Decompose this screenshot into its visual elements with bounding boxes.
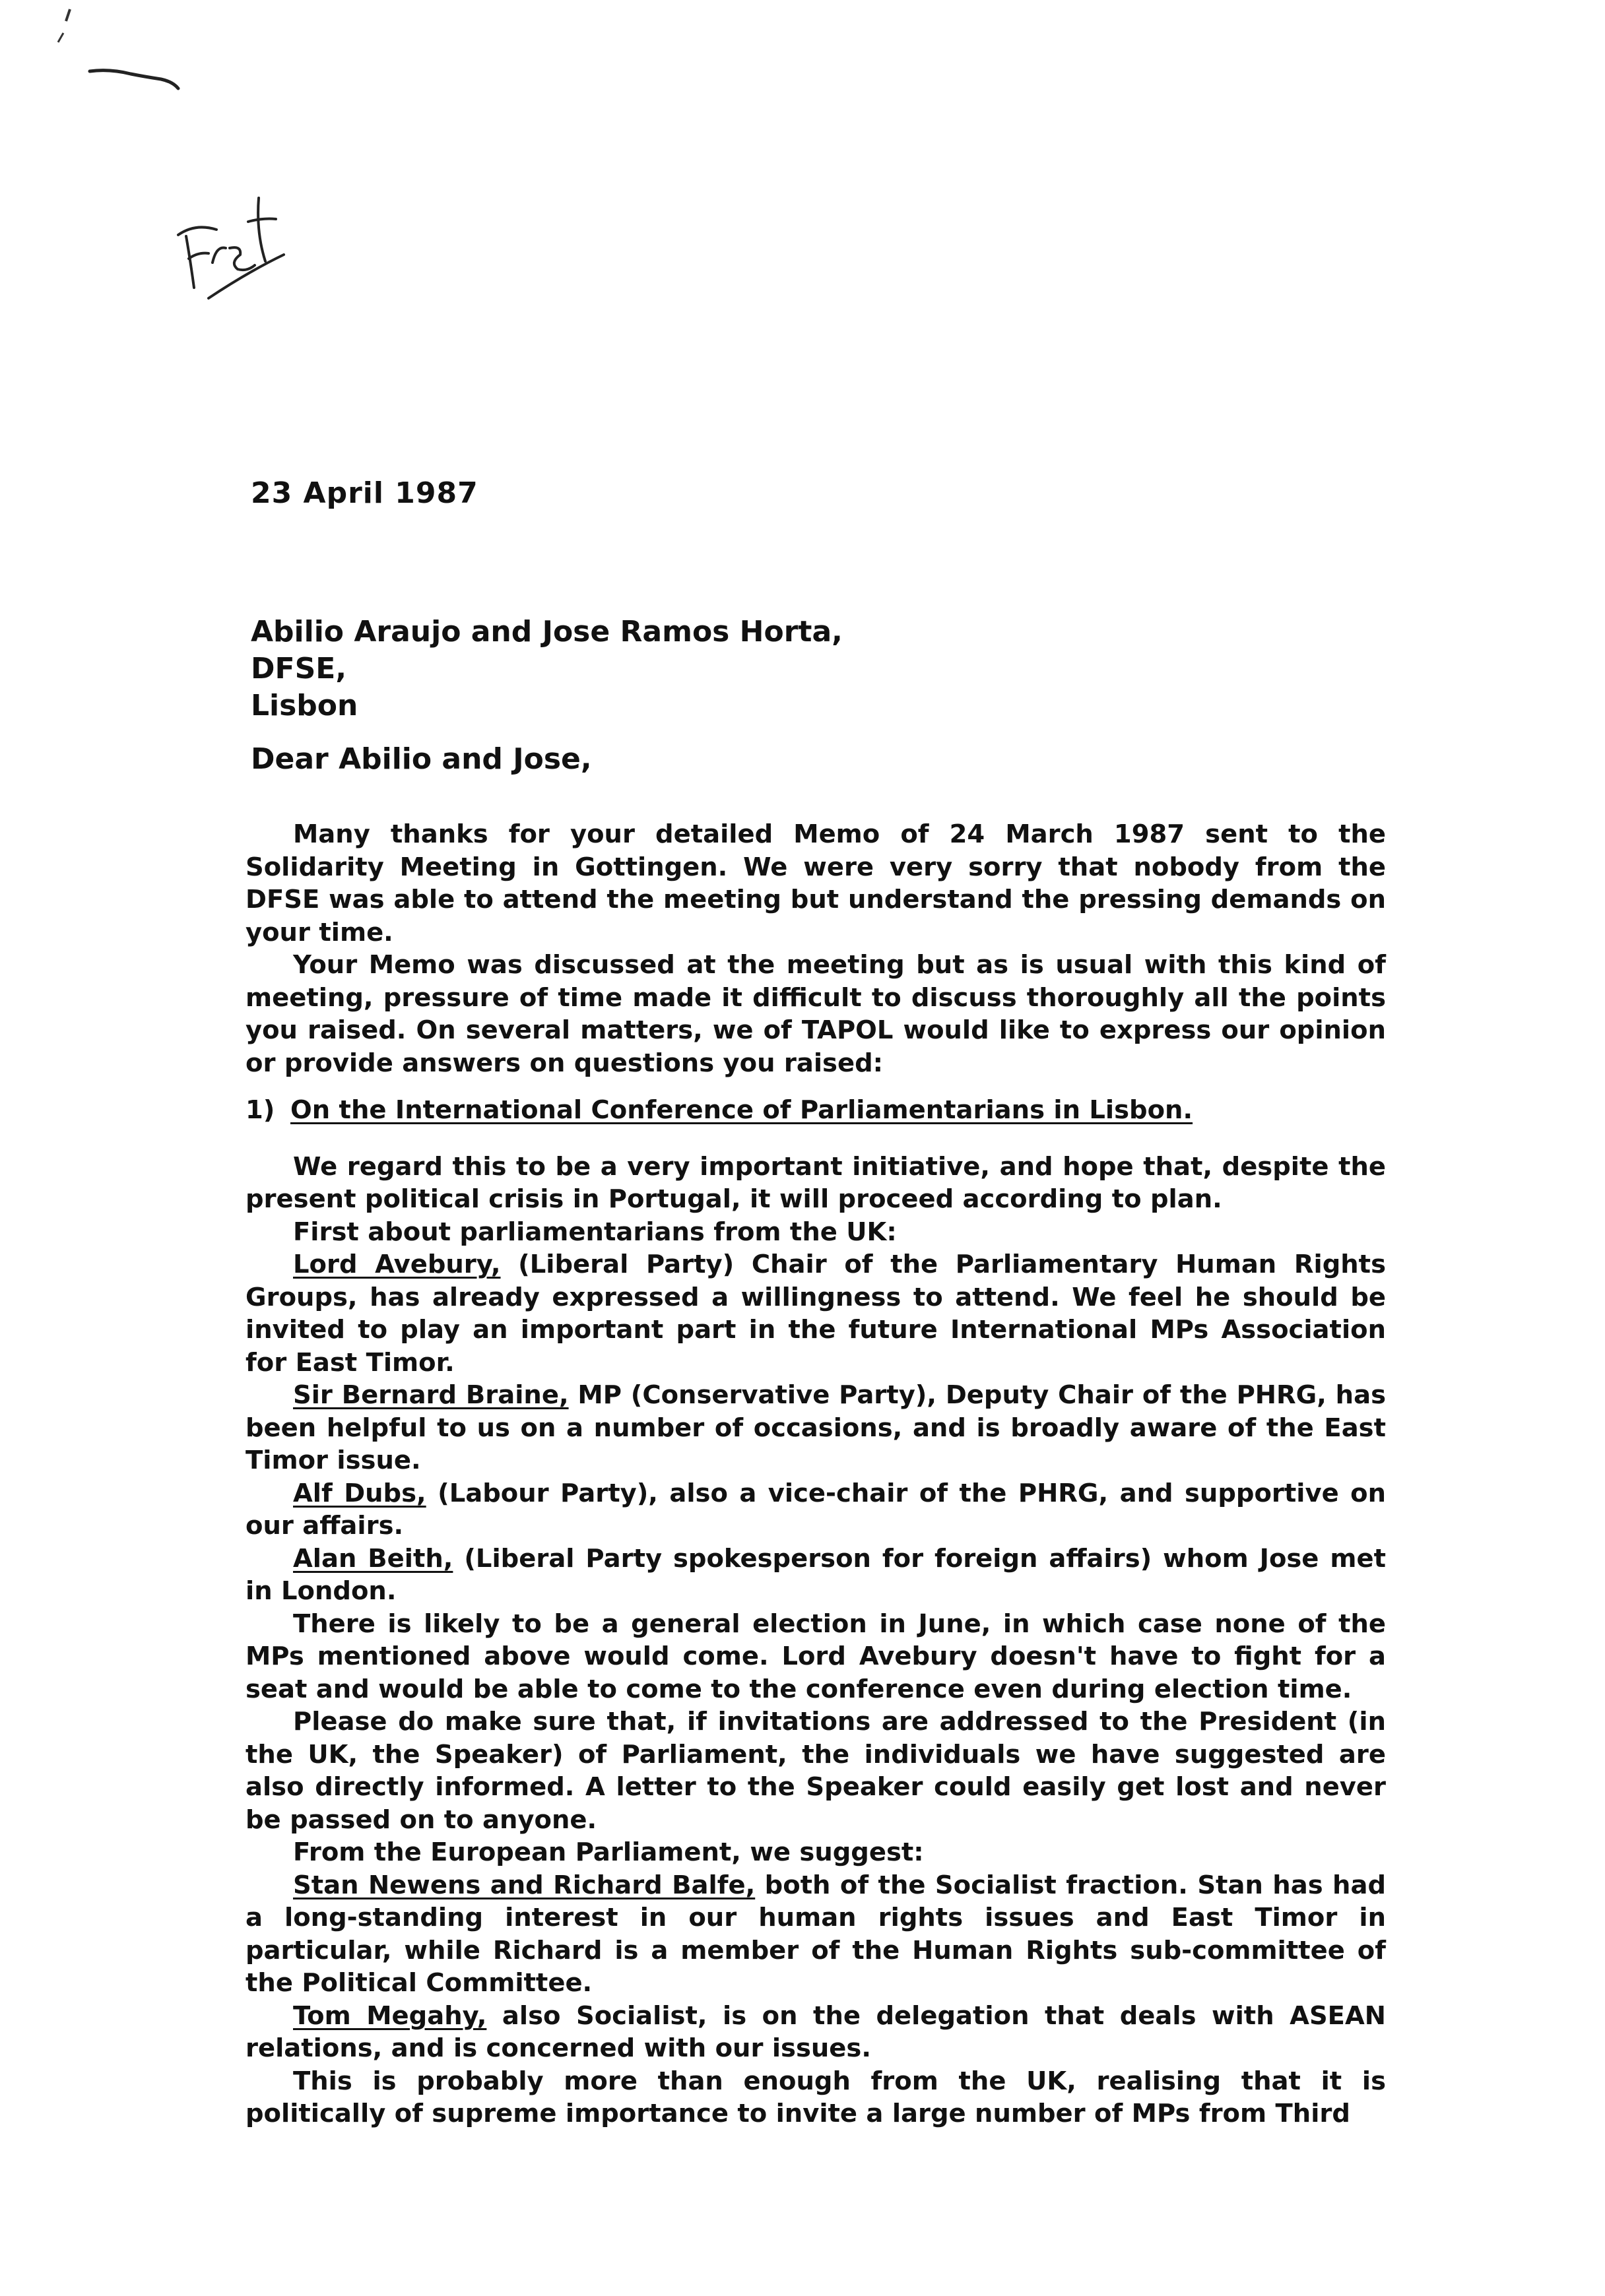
invitations-paragraph: Please do make sure that, if invitations are addressed to the President (in the UK, the Speaker) of Parliament, the individuals we have suggested are also directly informed. A letter to the Speaker could easily get lost and never be passed on to anyone. (246, 1707, 1386, 1835)
uk-intro-paragraph: First about parliamentarians from the UK: (293, 1217, 897, 1247)
recipient-organization: DFSE, (251, 652, 347, 686)
initiative-paragraph: We regard this to be a very important initiative, and hope that, despite the present political crisis in Portugal, it will proceed according to plan. (246, 1151, 1386, 1214)
beith-text: (Liberal Party spokesperson for foreign affairs) whom Jose met in London. (246, 1543, 1386, 1606)
recipient-names: Abilio Araujo and Jose Ramos Horta, (251, 615, 843, 649)
letter-date: 23 April 1987 (251, 476, 478, 510)
european-parliament-paragraph: From the European Parliament, we suggest: (293, 1837, 924, 1867)
megahy-text: also Socialist, is on the delegation that deals with ASEAN relations, and is concerned with our issues. (246, 2000, 1386, 2063)
salutation: Dear Abilio and Jose, (251, 742, 592, 776)
closing-paragraph: This is probably more than enough from the UK, realising that it is politically of supreme importance to invite a large number of MPs from Third (246, 2066, 1386, 2128)
braine-name: Sir Bernard Braine, (293, 1380, 569, 1410)
recipient-city: Lisbon (251, 689, 358, 722)
dubs-paragraph (246, 1477, 1386, 1543)
newens-balfe-names: Stan Newens and Richard Balfe, (293, 1870, 756, 1900)
section-number: 1) (246, 1095, 275, 1125)
letter-body (246, 818, 1386, 2130)
avebury-text: (Liberal Party) Chair of the Parliamentary Human Rights Groups, has already expressed a willingness to attend. We feel he should be invited to play an important part in the future International MPs Association for East Timor. (246, 1250, 1386, 1378)
newens-balfe-paragraph (246, 1869, 1386, 2000)
section-heading (246, 1094, 1386, 1127)
election-paragraph: There is likely to be a general election in June, in which case none of the MPs mentioned above would come. Lord Avebury doesn't have to fight for a seat and would be able to come to the conference even during election time. (246, 1609, 1386, 1704)
handwritten-annotation (178, 198, 284, 298)
section-title: On the International Conference of Parliamentarians in Lisbon. (290, 1095, 1193, 1125)
meeting-paragraph: Your Memo was discussed at the meeting but as is usual with this kind of meeting, pressure of time made it difficult to discuss thoroughly all the points you raised. On several matters, we of TAPOL would like to express our opinion or provide answers on questions you raised: (246, 950, 1386, 1078)
recipient-address (251, 614, 843, 724)
beith-name: Alan Beith, (293, 1543, 453, 1574)
beith-paragraph (246, 1543, 1386, 1608)
dubs-text: (Labour Party), also a vice-chair of the PHRG, and supportive on our affairs. (246, 1478, 1386, 1541)
braine-text: MP (Conservative Party), Deputy Chair of the PHRG, has been helpful to us on a number of occasions, and is broadly aware of the East Timor issue. (246, 1380, 1386, 1475)
dubs-name: Alf Dubs, (293, 1478, 426, 1508)
avebury-paragraph (246, 1248, 1386, 1379)
avebury-name: Lord Avebury, (293, 1250, 501, 1279)
newens-balfe-text: both of the Socialist fraction. Stan has had a long-standing interest in our human rights issues and East Timor in particular, while Richard is a member of the Human Rights sub-committee of the Political Committee. (246, 1870, 1386, 1998)
megahy-name: Tom Megahy, (293, 2000, 487, 2031)
intro-paragraph: Many thanks for your detailed Memo of 24 March 1987 sent to the Solidarity Meeting in Gottingen. We were very sorry that nobody from the DFSE was able to attend the meeting but understand the pressing demands on your time. (246, 819, 1386, 947)
megahy-paragraph (246, 2000, 1386, 2065)
braine-paragraph (246, 1379, 1386, 1477)
